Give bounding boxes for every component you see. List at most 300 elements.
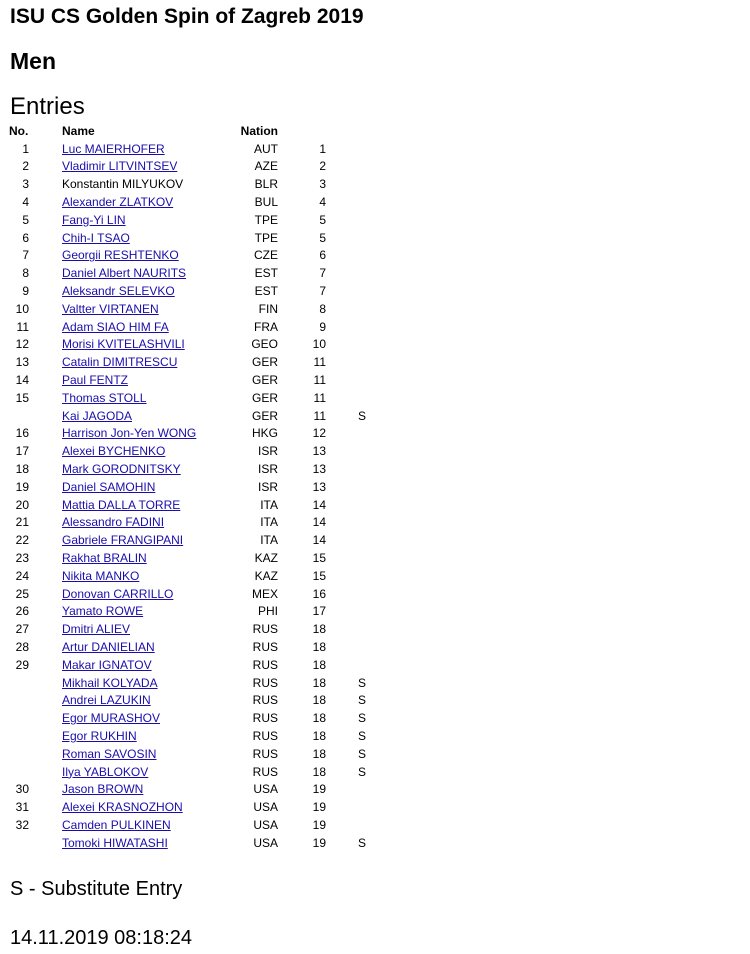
entry-substitute-flag: S [357, 835, 366, 850]
entry-name [62, 514, 232, 532]
entry-nation: AUT [254, 141, 278, 156]
entry-substitute-flag [326, 389, 366, 407]
entry-nation-rank: 14 [312, 497, 326, 512]
category-title: Men [10, 48, 56, 74]
entry-number [7, 727, 29, 745]
entry-substitute-flag [326, 353, 366, 371]
row-spacer [29, 229, 62, 247]
row-spacer [29, 780, 62, 798]
entry-name [62, 211, 232, 229]
row-spacer [29, 193, 62, 211]
entry-name [62, 389, 232, 407]
entry-substitute-flag [326, 282, 366, 300]
entry-nation-rank: 8 [319, 301, 326, 316]
entry-name [62, 816, 232, 834]
row-spacer [29, 620, 62, 638]
skater-link[interactable]: Alexei KRASNOZHON [62, 800, 183, 815]
skater-link[interactable]: Yamato ROWE [62, 604, 144, 619]
entry-number: 10 [15, 301, 29, 316]
skater-link[interactable]: Morisi KVITELASHVILI [62, 337, 185, 352]
table-row [7, 158, 366, 176]
entry-number: 11 [16, 319, 29, 334]
entry-nation: USA [253, 782, 278, 797]
entry-name [62, 193, 232, 211]
table-row [7, 389, 366, 407]
entry-name [62, 709, 232, 727]
entry-name [62, 763, 232, 781]
entry-substitute-flag [326, 318, 366, 336]
entry-number: 8 [22, 266, 29, 281]
entry-name [62, 282, 232, 300]
entry-number [7, 674, 29, 692]
entry-name [62, 727, 232, 745]
entry-substitute-flag [326, 496, 366, 514]
row-spacer [29, 318, 62, 336]
entry-number: 31 [15, 800, 29, 815]
skater-link[interactable]: Donovan CARRILLO [62, 586, 174, 601]
entry-substitute-flag [326, 460, 366, 478]
entry-nation-rank: 18 [312, 622, 326, 637]
entry-nation-rank: 13 [312, 462, 326, 477]
skater-link[interactable]: Dmitri ALIEV [62, 622, 131, 637]
entry-name [62, 692, 232, 710]
row-spacer [29, 300, 62, 318]
skater-link[interactable]: Jason BROWN [62, 782, 144, 797]
entry-nation: HKG [251, 426, 278, 441]
column-spacer [29, 122, 62, 140]
entry-nation: BLR [254, 177, 278, 192]
entry-nation: RUS [252, 657, 278, 672]
entry-number [7, 745, 29, 763]
entry-substitute-flag [326, 478, 366, 496]
timestamp: 14.11.2019 08:18:24 [10, 927, 193, 949]
table-row [7, 140, 366, 158]
entry-substitute-flag [326, 264, 366, 282]
entry-nation: ISR [257, 462, 278, 477]
row-spacer [29, 567, 62, 585]
entry-substitute-flag [326, 585, 366, 603]
table-row [7, 442, 366, 460]
row-spacer [29, 442, 62, 460]
entry-substitute-flag [326, 229, 366, 247]
table-row [7, 674, 366, 692]
row-spacer [29, 407, 62, 425]
entry-substitute-flag [326, 140, 366, 158]
entry-substitute-flag [326, 514, 366, 532]
entry-nation-rank: 11 [313, 390, 326, 405]
entry-nation-rank: 18 [312, 711, 326, 726]
entry-nation-rank: 11 [313, 373, 326, 388]
entry-nation: USA [253, 817, 278, 832]
entry-nation-rank: 14 [312, 533, 326, 548]
entry-substitute-flag: S [357, 728, 366, 743]
entry-number [7, 692, 29, 710]
table-row [7, 460, 366, 478]
table-row [7, 656, 366, 674]
skater-link[interactable]: Alexander ZLATKOV [62, 195, 174, 210]
column-header-name: Name [62, 123, 95, 138]
entry-nation-rank: 16 [312, 586, 326, 601]
entry-number [7, 834, 29, 852]
entry-number: 16 [15, 426, 29, 441]
entry-nation-rank: 4 [319, 195, 326, 210]
skater-link[interactable]: Andrei LAZUKIN [62, 693, 151, 708]
entry-substitute-flag [326, 603, 366, 621]
entry-number: 26 [15, 604, 29, 619]
entry-substitute-flag [326, 816, 366, 834]
table-row [7, 709, 366, 727]
entry-name [62, 371, 232, 389]
entry-number: 5 [22, 212, 29, 227]
skater-link[interactable]: Catalin DIMITRESCU [62, 355, 178, 370]
entry-nation: GER [251, 390, 278, 405]
entry-number: 4 [22, 195, 29, 210]
row-spacer [29, 247, 62, 265]
entry-nation: ITA [260, 533, 278, 548]
entry-substitute-flag [326, 211, 366, 229]
entry-nation-rank: 14 [312, 515, 326, 530]
row-spacer [29, 798, 62, 816]
entry-number: 22 [15, 533, 29, 548]
event-title: ISU CS Golden Spin of Zagreb 2019 [10, 5, 364, 28]
entry-substitute-flag [326, 531, 366, 549]
skater-link[interactable]: Daniel Albert NAURITS [62, 266, 187, 281]
skater-name: Konstantin MILYUKOV [62, 177, 184, 192]
entry-nation-rank: 10 [312, 337, 326, 352]
entry-number: 20 [15, 497, 29, 512]
table-row [7, 282, 366, 300]
row-spacer [29, 638, 62, 656]
entry-number [7, 407, 29, 425]
row-spacer [29, 834, 62, 852]
entry-number: 27 [15, 622, 29, 637]
entry-number: 13 [15, 355, 29, 370]
entry-nation: RUS [252, 746, 278, 761]
entry-substitute-flag [326, 371, 366, 389]
table-row [7, 531, 366, 549]
entry-nation-rank: 7 [319, 266, 326, 281]
row-spacer [29, 282, 62, 300]
entry-number: 7 [22, 248, 29, 263]
entry-number: 23 [15, 551, 29, 566]
entry-nation: KAZ [254, 568, 278, 583]
entry-nation-rank: 5 [319, 230, 326, 245]
table-row [7, 407, 366, 425]
skater-link[interactable]: Mark GORODNITSKY [62, 462, 181, 477]
skater-link[interactable]: Kai JAGODA [62, 408, 133, 423]
entry-nation: BUL [254, 195, 278, 210]
entry-nation-rank: 17 [312, 604, 326, 619]
entry-nation: PHI [257, 604, 278, 619]
entry-name [62, 496, 232, 514]
skater-link[interactable]: Ilya YABLOKOV [62, 764, 149, 779]
entry-number: 32 [15, 817, 29, 832]
entry-name [62, 425, 232, 443]
entry-number: 21 [15, 515, 29, 530]
entry-name [62, 460, 232, 478]
skater-link[interactable]: Egor MURASHOV [62, 711, 161, 726]
row-spacer [29, 371, 62, 389]
column-header-no: No. [9, 123, 29, 138]
entry-nation-rank: 15 [312, 551, 326, 566]
entry-substitute-flag: S [357, 764, 366, 779]
entry-number: 6 [22, 230, 29, 245]
row-spacer [29, 389, 62, 407]
skater-link[interactable]: Camden PULKINEN [62, 817, 171, 832]
entry-name [62, 140, 232, 158]
entry-nation: ISR [257, 444, 278, 459]
entry-name [62, 834, 232, 852]
entry-nation-rank: 12 [312, 426, 326, 441]
table-row [7, 780, 366, 798]
entry-number: 1 [22, 141, 29, 156]
entry-nation: CZE [254, 248, 278, 263]
entry-name [62, 567, 232, 585]
entry-substitute-flag [326, 620, 366, 638]
entry-nation-rank: 18 [312, 693, 326, 708]
table-row [7, 371, 366, 389]
column-header-blank [326, 122, 366, 140]
column-header-blank [278, 122, 326, 140]
table-row [7, 478, 366, 496]
table-row [7, 798, 366, 816]
entry-name [62, 247, 232, 265]
entry-name [62, 318, 232, 336]
skater-link[interactable]: Mattia DALLA TORRE [62, 497, 181, 512]
entry-number: 15 [15, 390, 29, 405]
entry-substitute-flag [326, 175, 366, 193]
entry-nation: GEO [251, 337, 278, 352]
entry-name [62, 336, 232, 354]
entry-nation-rank: 18 [312, 675, 326, 690]
table-row [7, 763, 366, 781]
table-row [7, 264, 366, 282]
entry-number: 17 [15, 444, 29, 459]
entry-substitute-flag: S [357, 711, 366, 726]
entry-nation-rank: 18 [312, 640, 326, 654]
entry-substitute-flag: S [357, 675, 366, 690]
row-spacer [29, 425, 62, 443]
row-spacer [29, 603, 62, 621]
entry-number: 24 [15, 568, 29, 583]
entry-nation-rank: 18 [312, 728, 326, 743]
entry-nation: FIN [258, 301, 278, 316]
skater-link[interactable]: Vladimir LITVINTSEV [62, 159, 178, 174]
entry-substitute-flag [326, 567, 366, 585]
skater-link[interactable]: Nikita MANKO [62, 568, 140, 583]
entry-substitute-flag [326, 656, 366, 674]
entry-name [62, 407, 232, 425]
entry-nation: USA [253, 800, 278, 815]
entry-nation: RUS [252, 622, 278, 637]
row-spacer [29, 531, 62, 549]
entry-substitute-flag [326, 425, 366, 443]
entry-nation-rank: 19 [312, 800, 326, 815]
row-spacer [29, 264, 62, 282]
table-row [7, 585, 366, 603]
entry-substitute-flag [326, 442, 366, 460]
entry-name [62, 158, 232, 176]
row-spacer [29, 336, 62, 354]
entry-nation-rank: 3 [319, 177, 326, 192]
skater-link[interactable]: Artur DANIELIAN [62, 640, 155, 654]
entry-name [62, 603, 232, 621]
skater-link[interactable]: Alexei BYCHENKO [62, 444, 166, 459]
table-row [7, 353, 366, 371]
table-row [7, 336, 366, 354]
row-spacer [29, 674, 62, 692]
entry-number [7, 763, 29, 781]
entry-substitute-flag [326, 638, 366, 656]
entry-number: 12 [15, 337, 29, 352]
skater-link[interactable]: Luc MAIERHOFER [62, 141, 165, 156]
skater-link[interactable]: Alessandro FADINI [62, 515, 165, 530]
entry-number: 30 [15, 782, 29, 797]
entry-substitute-flag [326, 300, 366, 318]
table-row [7, 745, 366, 763]
substitute-legend: S - Substitute Entry [10, 878, 183, 900]
row-spacer [29, 514, 62, 532]
entry-name [62, 478, 232, 496]
entry-substitute-flag: S [357, 746, 366, 761]
entry-nation: TPE [254, 230, 278, 245]
entry-nation: USA [253, 835, 278, 850]
table-row [7, 603, 366, 621]
table-row [7, 496, 366, 514]
entry-nation-rank: 18 [312, 764, 326, 779]
row-spacer [29, 211, 62, 229]
table-row [7, 816, 366, 834]
entries-body [7, 140, 366, 852]
skater-link[interactable]: Gabriele FRANGIPANI [62, 533, 184, 548]
entry-nation: GER [251, 355, 278, 370]
skater-link[interactable]: Chih-I TSAO [62, 230, 130, 245]
row-spacer [29, 496, 62, 514]
entry-nation: RUS [252, 728, 278, 743]
table-row [7, 247, 366, 265]
entry-name [62, 638, 232, 656]
entry-number: 2 [22, 159, 29, 174]
entry-nation: ITA [260, 515, 278, 530]
skater-link[interactable]: Harrison Jon-Yen WONG [62, 426, 197, 441]
entry-nation-rank: 1 [319, 141, 326, 156]
entry-nation-rank: 11 [313, 408, 326, 423]
skater-link[interactable]: Mikhail KOLYADA [62, 675, 158, 690]
section-title: Entries [10, 93, 85, 120]
entry-nation-rank: 15 [312, 568, 326, 583]
entry-nation-rank: 19 [312, 782, 326, 797]
entry-number: 14 [15, 373, 29, 388]
row-spacer [29, 585, 62, 603]
skater-link[interactable]: Rakhat BRALIN [62, 551, 147, 566]
skater-link[interactable]: Egor RUKHIN [62, 728, 137, 743]
table-row [7, 229, 366, 247]
skater-link[interactable]: Paul FENTZ [62, 373, 129, 388]
entry-nation: EST [254, 284, 278, 299]
entry-name [62, 780, 232, 798]
row-spacer [29, 656, 62, 674]
skater-link[interactable]: Daniel SAMOHIN [62, 479, 156, 494]
row-spacer [29, 460, 62, 478]
entry-substitute-flag: S [357, 693, 366, 708]
entry-name [62, 531, 232, 549]
entry-substitute-flag [326, 549, 366, 567]
table-row [7, 193, 366, 211]
row-spacer [29, 175, 62, 193]
skater-link[interactable]: Thomas STOLL [62, 390, 147, 405]
skater-link[interactable]: Valtter VIRTANEN [62, 301, 159, 316]
entry-nation-rank: 11 [313, 355, 326, 370]
table-row [7, 211, 366, 229]
entry-substitute-flag: S [357, 408, 366, 423]
entry-nation: RUS [252, 640, 278, 654]
entry-nation-rank: 18 [312, 657, 326, 672]
entry-nation-rank: 2 [319, 159, 326, 174]
entries-table [7, 122, 366, 852]
entry-nation-rank: 5 [319, 212, 326, 227]
entry-name [62, 229, 232, 247]
entry-nation-rank: 7 [319, 284, 326, 299]
row-spacer [29, 763, 62, 781]
skater-link[interactable]: Fang-Yi LIN [62, 212, 126, 227]
entry-number: 25 [15, 586, 29, 601]
entry-number: 28 [15, 640, 29, 654]
table-row [7, 727, 366, 745]
entry-nation-rank: 19 [312, 817, 326, 832]
entry-nation: RUS [252, 675, 278, 690]
table-row [7, 318, 366, 336]
skater-link[interactable]: Aleksandr SELEVKO [62, 284, 175, 299]
table-row [7, 175, 366, 193]
entry-nation-rank: 13 [312, 479, 326, 494]
skater-link[interactable]: Adam SIAO HIM FA [62, 319, 169, 334]
entry-nation: AZE [254, 159, 278, 174]
entry-substitute-flag [326, 247, 366, 265]
entry-number: 9 [22, 284, 29, 299]
entry-nation: ITA [260, 497, 278, 512]
row-spacer [29, 353, 62, 371]
entry-substitute-flag [326, 158, 366, 176]
skater-link[interactable]: Georgii RESHTENKO [62, 248, 179, 263]
entry-nation: TPE [254, 212, 278, 227]
entry-nation: RUS [252, 711, 278, 726]
entry-nation: GER [251, 408, 278, 423]
entry-number [7, 709, 29, 727]
table-row [7, 620, 366, 638]
entry-number: 18 [15, 462, 29, 477]
row-spacer [29, 158, 62, 176]
skater-link[interactable]: Roman SAVOSIN [62, 746, 157, 761]
entry-nation-rank: 19 [312, 835, 326, 850]
skater-link[interactable]: Makar IGNATOV [62, 657, 152, 672]
entry-nation: FRA [254, 319, 278, 334]
entry-nation: KAZ [254, 551, 278, 566]
entry-number: 19 [15, 479, 29, 494]
entry-name [62, 745, 232, 763]
table-row [7, 549, 366, 567]
row-spacer [29, 727, 62, 745]
entry-nation-rank: 6 [319, 248, 326, 263]
row-spacer [29, 709, 62, 727]
table-header-row [7, 122, 366, 140]
skater-link[interactable]: Tomoki HIWATASHI [62, 835, 168, 850]
row-spacer [29, 745, 62, 763]
entry-name [62, 674, 232, 692]
entry-nation: RUS [252, 764, 278, 779]
entry-nation-rank: 13 [312, 444, 326, 459]
entry-name [62, 175, 232, 193]
table-row [7, 692, 366, 710]
